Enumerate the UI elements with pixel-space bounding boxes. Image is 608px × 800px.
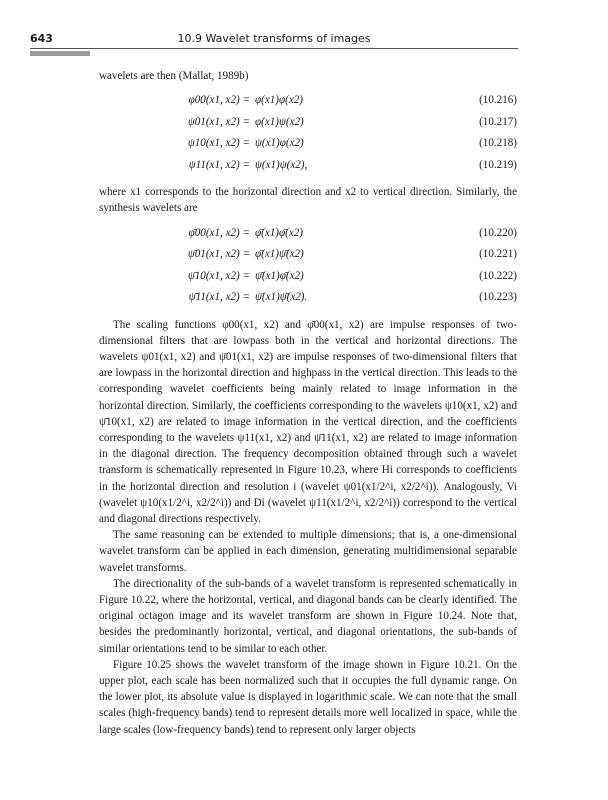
equation-lhs: φ̄00(x1, x2) =	[188, 226, 250, 239]
equation-row	[99, 112, 517, 134]
equation-rhs: ψ(x1)ψ(x2),	[255, 158, 308, 171]
equation-lhs: ψ10(x1, x2) =	[187, 137, 250, 150]
equation-row	[99, 223, 517, 245]
equation-row	[99, 133, 517, 155]
page-body	[99, 68, 517, 738]
body-paragraph: The directionality of the sub-bands of a wavelet transform is represented schematically in Figure 10.22, where the horizontal, vertical, and diagonal bands can be clearly identified. The original octagon image and its wavelet transform are shown in Figure 10.24. Note that, besides the predominantly horizontal, vertical, and diagonal orientations, the sub-bands of similar orientations tend to be similar to each other.	[99, 577, 517, 655]
page-header	[30, 30, 518, 48]
equation-row	[99, 155, 517, 177]
page-tab-marker	[30, 51, 90, 56]
equation-number: (10.219)	[479, 158, 517, 171]
equation-rhs: φ(x1)ψ(x2)	[255, 115, 304, 128]
header-rule	[30, 48, 518, 49]
equation-rhs: ψ̄(x1)ψ̄(x2).	[255, 291, 308, 304]
equation-rhs: φ̄(x1)ψ̄(x2)	[255, 248, 304, 261]
equation-lhs: ψ̄11(x1, x2) =	[188, 291, 250, 304]
synthesis-equations	[99, 223, 517, 309]
equation-number: (10.221)	[479, 248, 517, 261]
equation-rhs: φ̄(x1)φ̄(x2)	[255, 226, 303, 239]
equation-lhs: ψ̄01(x1, x2) =	[187, 248, 250, 261]
middle-text: where x1 corresponds to the horizontal direction and x2 to vertical direction. Similarly, the synthesis wavelets are	[99, 186, 517, 215]
equation-row	[99, 90, 517, 112]
equation-number: (10.222)	[479, 269, 517, 282]
equation-number: (10.220)	[479, 226, 517, 239]
body-paragraph: The same reasoning can be extended to multiple dimensions; that is, a one-dimensional wavelet transform can be applied in each dimension, generating multidimensional separable wavelet transforms.	[99, 529, 517, 574]
running-title: 10.9 Wavelet transforms of images	[177, 32, 371, 45]
body-paragraph: The scaling functions φ00(x1, x2) and φ̄00(x1, x2) are impulse responses of two-dimensional filters that are lowpass both in the vertical and horizontal directions. The wavelets ψ01(x1, x2) and ψ̄01(x1, x2) are impulse responses of two-dimensional filters that are lowpass in the horizontal direction and highpass in the vertical direction. This leads to the corresponding wavelet coefficients being mainly related to image information in the horizontal direction. Similarly, the coefficients corresponding to the wavelets ψ10(x1, x2) and ψ̄10(x1, x2) are related to image information in the vertical direction, and the coefficients corresponding to the wavelets ψ11(x1, x2) and ψ̄11(x1, x2) are related to image information in the diagonal direction. The frequency decomposition obtained through such a wavelet transform is schematically represented in Figure 10.23, where Hi corresponds to coefficients in the horizontal direction and resolution i (wavelet ψ01(x1/2^i, x2/2^i)). Analogously, Vi (wavelet ψ10(x1/2^i, x2/2^i)) and Di (wavelet ψ11(x1/2^i, x2/2^i)) correspond to the vertical and diagonal directions respectively.	[99, 318, 517, 526]
equation-row	[99, 244, 517, 266]
equation-number: (10.216)	[479, 94, 517, 107]
equation-rhs: ψ̄(x1)φ̄(x2)	[255, 269, 304, 282]
equation-row	[99, 287, 517, 309]
equation-number: (10.217)	[479, 115, 517, 128]
equation-lhs: ψ01(x1, x2) =	[187, 115, 250, 128]
equation-lhs: φ00(x1, x2) =	[188, 94, 250, 107]
equation-number: (10.223)	[479, 291, 517, 304]
intro-text: wavelets are then (Mallat, 1989b)	[99, 70, 249, 82]
equation-lhs: ψ11(x1, x2) =	[188, 158, 250, 171]
body-paragraph: Figure 10.25 shows the wavelet transform of the image shown in Figure 10.21. On the upper plot, each scale has been normalized such that it occupies the full dynamic range. On the lower plot, its absolute value is displayed in logarithmic scale. We can note that the small scales (high-frequency bands) tend to represent details more well localized in space, while the large scales (low-frequency bands) tend to represent only larger objects	[99, 658, 517, 736]
analysis-equations	[99, 90, 517, 176]
equation-lhs: ψ̄10(x1, x2) =	[187, 269, 250, 282]
equation-rhs: ψ(x1)φ(x2)	[255, 137, 304, 150]
page-number: 643	[30, 32, 53, 45]
equation-row	[99, 266, 517, 288]
equation-rhs: φ(x1)φ(x2)	[255, 94, 303, 107]
equation-number: (10.218)	[479, 137, 517, 150]
